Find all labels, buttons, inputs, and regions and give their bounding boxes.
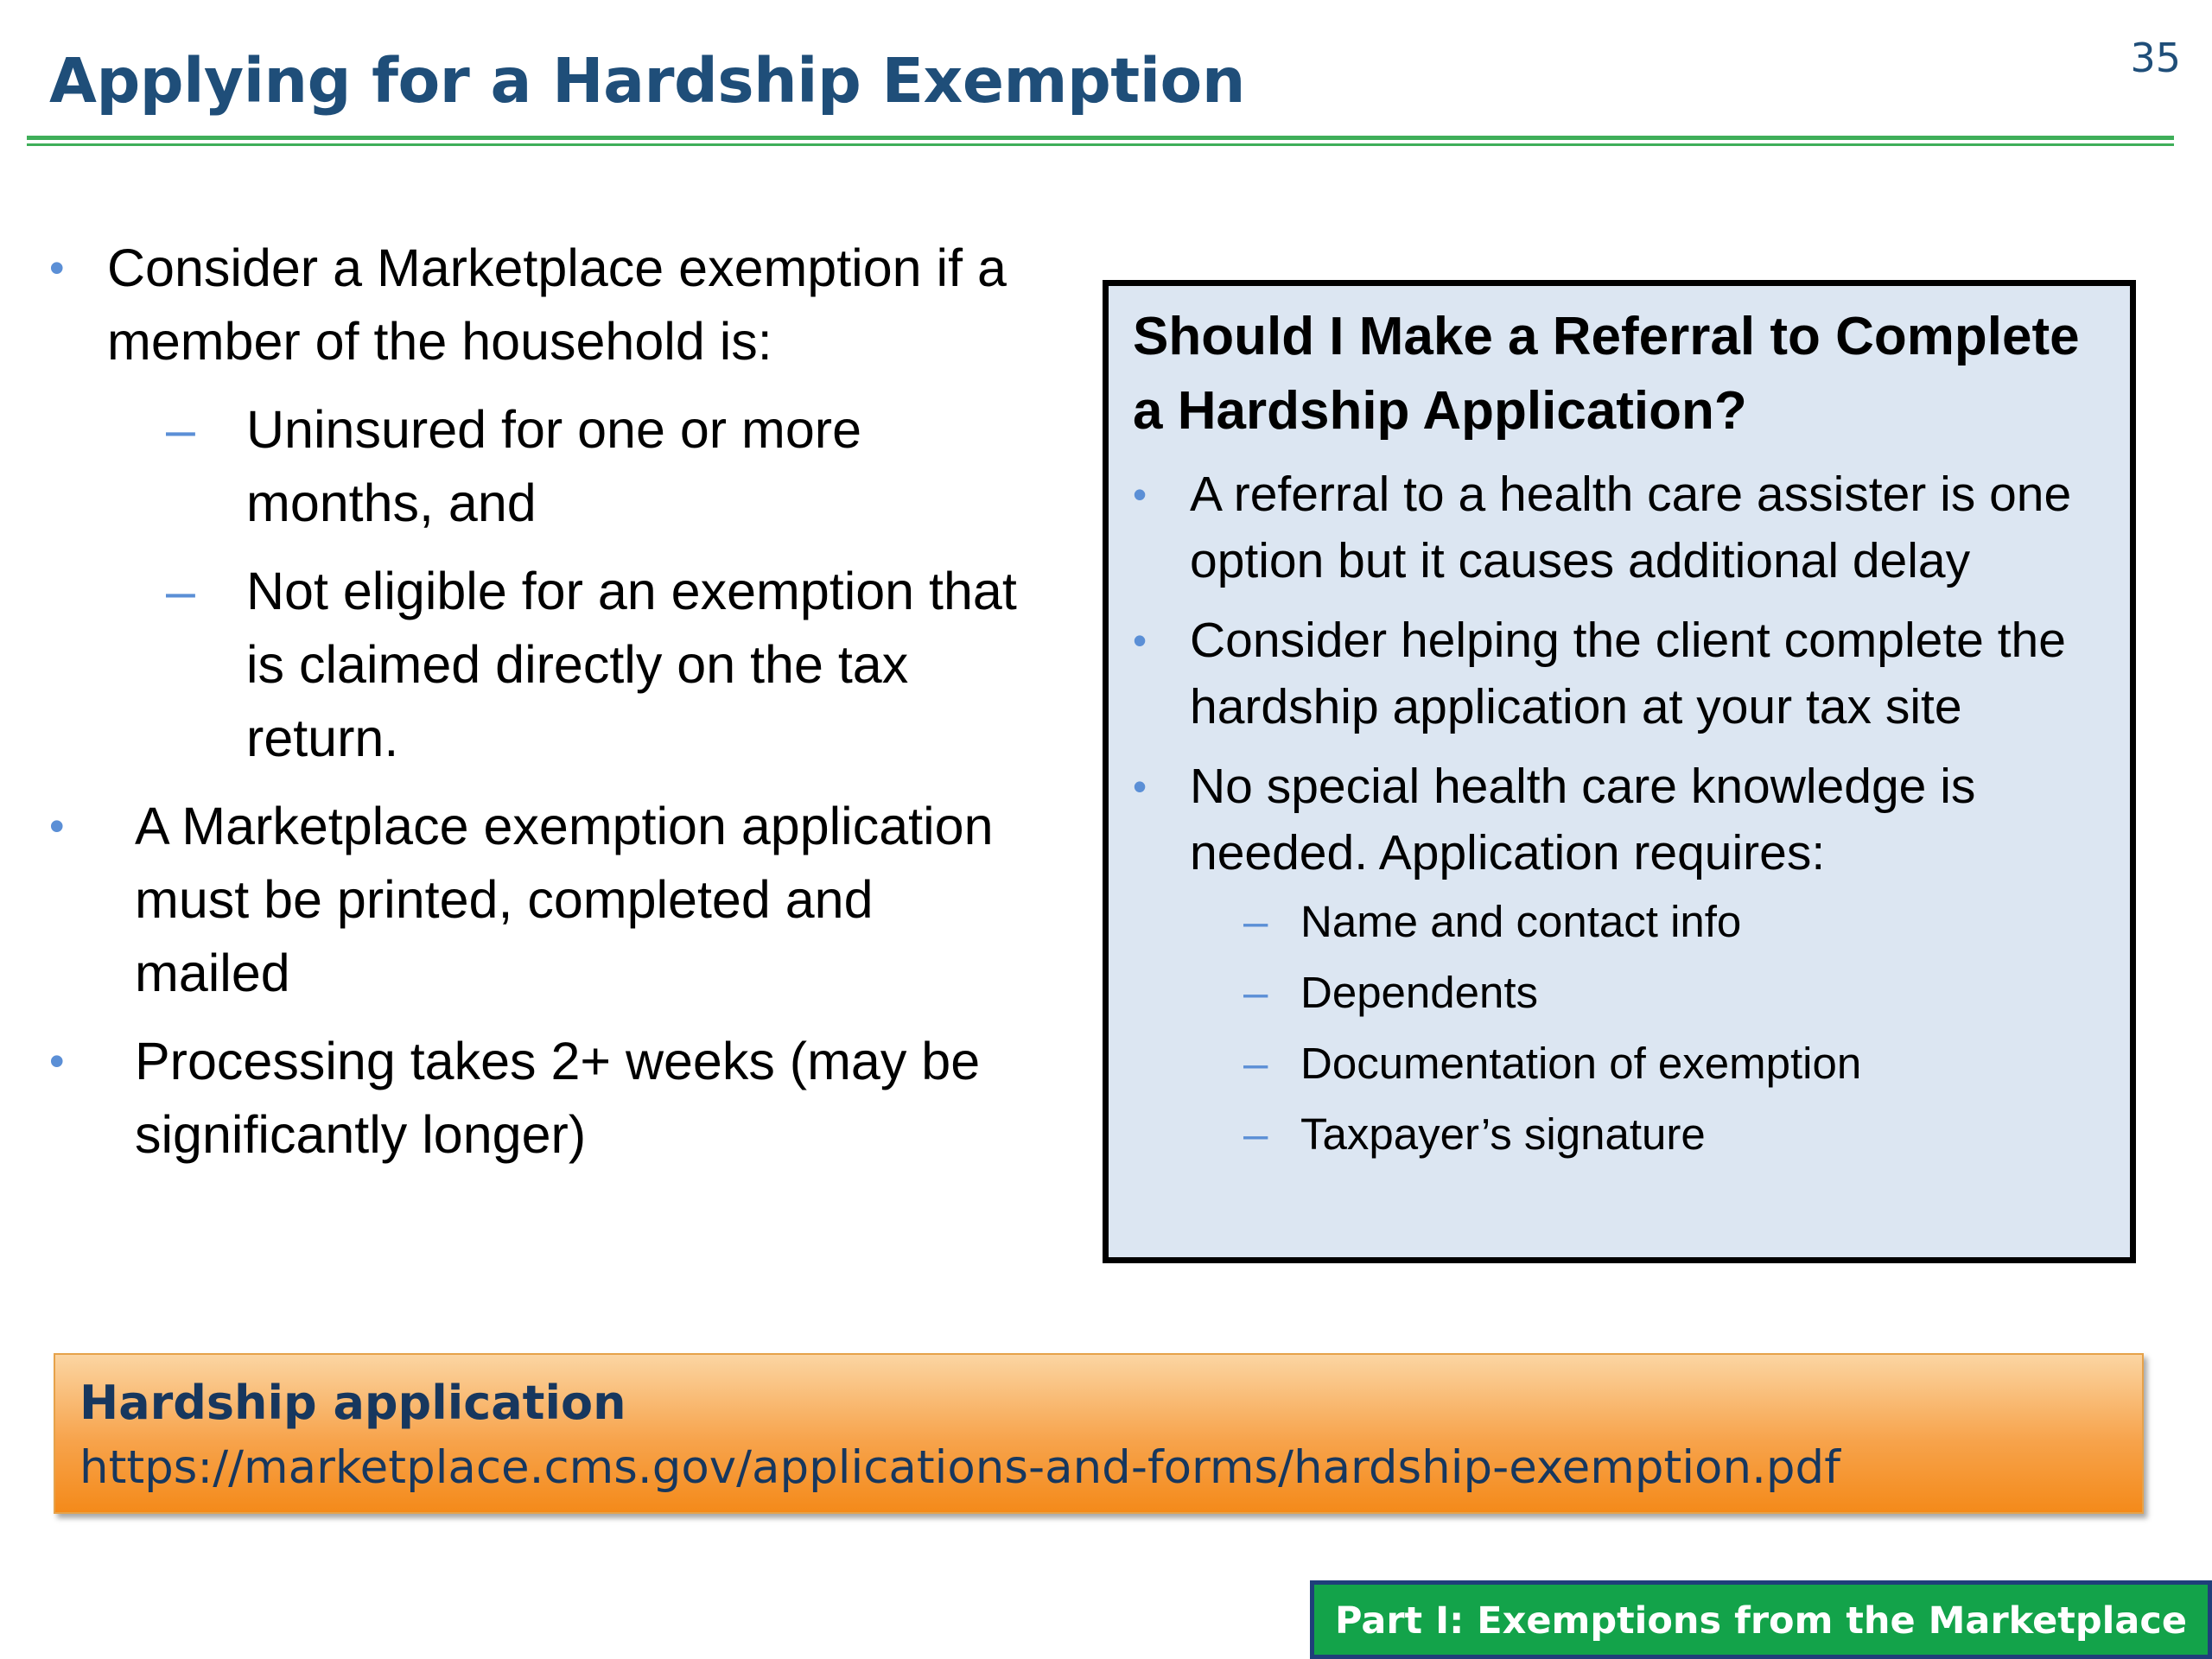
- title-divider-thin: [27, 143, 2174, 146]
- bullet-item: [49, 790, 1017, 1010]
- sub-bullet-text: Uninsured for one or more months, and: [246, 400, 862, 532]
- requirement-text: Documentation of exemption: [1300, 1039, 1862, 1088]
- sub-bullet-item: [49, 393, 1017, 540]
- bullet-text: Consider a Marketplace exemption if a member of the household is:: [107, 238, 1007, 371]
- dash-icon: –: [166, 400, 195, 459]
- referral-callout-box: [1103, 280, 2136, 1263]
- hardship-application-link[interactable]: https://marketplace.cms.gov/applications-and-forms/hardship-exemption.pdf: [79, 1441, 1840, 1494]
- bullet-icon: •: [1133, 618, 1147, 663]
- sub-bullet-item: [49, 555, 1017, 775]
- bullet-icon: •: [1133, 764, 1147, 809]
- requirement-item: [1133, 957, 2113, 1028]
- bullet-icon: •: [1133, 472, 1147, 517]
- bullet-icon: •: [49, 802, 65, 850]
- dash-icon: –: [166, 562, 195, 620]
- dash-icon: –: [1243, 897, 1268, 946]
- callout-bullet-list: [1133, 461, 2113, 1170]
- callout-bullet-item: [1133, 607, 2113, 741]
- callout-bullet-item: [1133, 461, 2113, 594]
- requirement-text: Name and contact info: [1300, 897, 1742, 946]
- bullet-item: [49, 1025, 1017, 1172]
- callout-bullet-text: No special health care knowledge is needed. Application requires:: [1190, 759, 1976, 880]
- dash-icon: –: [1243, 968, 1268, 1017]
- requirement-item: [1133, 1028, 2113, 1099]
- callout-bullet-item: [1133, 753, 2113, 887]
- sub-bullet-text: Not eligible for an exemption that is claimed directly on the tax return.: [246, 562, 1017, 767]
- bullet-icon: •: [49, 1037, 65, 1085]
- left-bullet-list: [49, 232, 1017, 1172]
- hardship-application-banner: [54, 1353, 2144, 1514]
- requirement-text: Taxpayer’s signature: [1300, 1109, 1706, 1159]
- banner-title: Hardship application: [79, 1376, 626, 1430]
- bullet-icon: •: [49, 244, 65, 292]
- bullet-item: [49, 232, 1017, 378]
- title-divider: [27, 136, 2174, 140]
- callout-heading: Should I Make a Referral to Complete a Hardship Application?: [1133, 307, 2080, 441]
- bullet-text: Processing takes 2+ weeks (may be significantly longer): [135, 1032, 981, 1164]
- requirement-item: [1133, 1099, 2113, 1170]
- slide-title: Applying for a Hardship Exemption: [49, 45, 1245, 117]
- dash-icon: –: [1243, 1109, 1268, 1159]
- callout-bullet-text: A referral to a health care assister is one option but it causes additional delay: [1190, 467, 2072, 588]
- dash-icon: –: [1243, 1039, 1268, 1088]
- requirement-item: [1133, 887, 2113, 957]
- requirement-text: Dependents: [1300, 968, 1539, 1017]
- page-number: 35: [2130, 35, 2181, 81]
- bullet-text: A Marketplace exemption application must be printed, completed and mailed: [135, 797, 994, 1002]
- callout-bullet-text: Consider helping the client complete the hardship application at your tax site: [1190, 613, 2066, 734]
- section-footer-label: Part I: Exemptions from the Marketplace: [1310, 1580, 2212, 1659]
